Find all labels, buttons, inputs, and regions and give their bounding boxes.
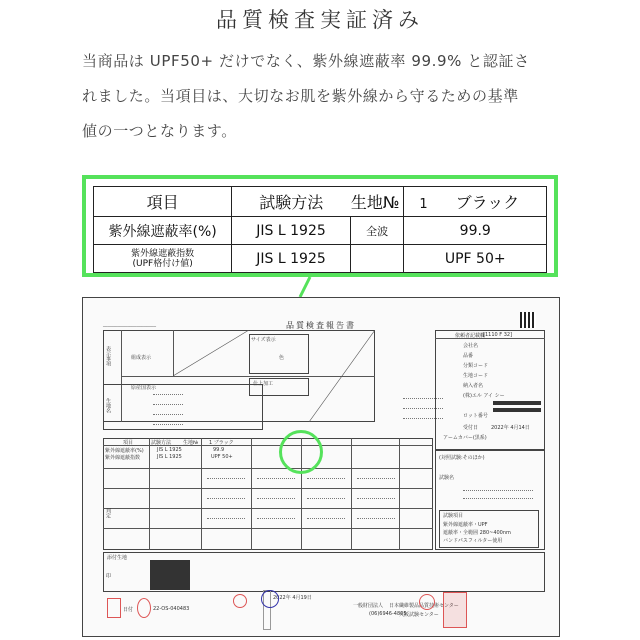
dotted-line [257, 478, 295, 479]
test-name-label: 試験名 [439, 475, 455, 481]
red-seal-icon [419, 594, 435, 610]
notes-head: 試験項目 [443, 513, 464, 519]
test-items-2: 遮蔽率・全範囲 280~400nm [443, 530, 511, 536]
qr-code-icon [520, 312, 536, 328]
dotted-line [357, 498, 395, 499]
receipt-date: 2022年 4月14日 [491, 425, 530, 431]
fabric-name-label: 生地名 [105, 398, 111, 413]
divider [351, 438, 352, 550]
org-3: 大阪試験センター [399, 612, 439, 618]
test-items-1: 紫外線遮蔽率・UPF [443, 522, 488, 528]
middle-block [103, 384, 263, 430]
grid-row2: 紫外線遮蔽指数 [105, 455, 141, 461]
company-label: 会社名 [463, 343, 479, 349]
divider [103, 468, 433, 469]
dotted-line [307, 518, 345, 519]
dotted-line [257, 518, 295, 519]
report-number: 22-OS-040483 [153, 606, 190, 612]
dotted-line [153, 424, 183, 425]
dotted-line [207, 498, 245, 499]
divider [103, 445, 433, 446]
divider [201, 438, 202, 550]
description-line: 値の一つとなります。 [82, 122, 237, 140]
row-value: UPF 50+ [404, 245, 547, 273]
dotted-line [207, 518, 245, 519]
row-item: 紫外線遮蔽率(%) [94, 217, 232, 245]
test-report-document [82, 297, 560, 637]
grid-method1: JIS L 1925 [157, 447, 182, 453]
lot-label: ロット番号 [463, 413, 488, 419]
divider [435, 338, 545, 339]
diagonal-line [173, 330, 293, 376]
grid-method2: JIS L 1925 [157, 454, 182, 460]
side-header: 依頼者記載欄 [455, 333, 486, 339]
issue-date: 2022年 4月19日 [273, 595, 312, 601]
dotted-line [153, 394, 183, 395]
grid-val2: UPF 50+ [211, 454, 233, 460]
header-method: 試験方法 [232, 187, 351, 217]
divider [103, 528, 433, 529]
dotted-line [357, 478, 395, 479]
divider [103, 508, 433, 509]
results-grid [103, 438, 433, 550]
diagonal-line [309, 330, 375, 422]
dates-label: 日付 [123, 607, 134, 613]
dotted-line [307, 498, 345, 499]
row-method: JIS L 1925 [232, 245, 351, 273]
grid-fabric-header: 生地№ [183, 440, 199, 446]
tel: (06)6946-4805 [369, 611, 407, 617]
certification-logo-icon [261, 590, 279, 608]
red-stamp-icon [233, 594, 247, 608]
origin-label: 原産国表示 [131, 385, 157, 391]
redaction-bar [493, 401, 541, 405]
dotted-line [257, 498, 295, 499]
grid-item-header: 項目 [123, 440, 134, 446]
color-label: 色 [279, 355, 285, 361]
applicant-label: (株)エル アイ シー [463, 393, 505, 399]
divider [251, 438, 252, 550]
doc-code: [1110 F 32] [483, 332, 513, 338]
model-label: 品番 [463, 353, 474, 359]
fabric-sample-image [150, 560, 190, 590]
dotted-line [357, 518, 395, 519]
dotted-line [463, 498, 533, 499]
highlight-circle-icon [279, 430, 323, 474]
sales-display-label: 表示事項 [105, 346, 111, 366]
item-name: アームカバー(黒系) [443, 435, 487, 441]
item-code-label: 分類コード [463, 363, 489, 369]
org-2: 日本繊維製品品質技術センター [389, 603, 459, 609]
red-stamp-icon [137, 598, 151, 618]
org-1: 一般財団法人 [353, 603, 384, 609]
attach-label: 添付生地 [107, 555, 128, 561]
grid-method-header: 試験方法 [151, 440, 172, 446]
producer-label: 納入者名 [463, 383, 484, 389]
description-line: れました。当項目は、大切なお肌を紫外線から守るための基準 [82, 87, 519, 105]
row-item-line2: (UPF格付け値) [132, 258, 193, 269]
header-no: 1 [419, 197, 428, 212]
dotted-line [153, 404, 183, 405]
test-items-3: バンドパスフィルター使用 [443, 538, 503, 544]
grid-val1: 99.9 [213, 447, 225, 453]
right-info-panel [435, 330, 545, 450]
size-code-label: 生地コード [463, 373, 489, 379]
dotted-line [153, 414, 183, 415]
receipt-label: 受付日 [463, 425, 479, 431]
divider [103, 488, 433, 489]
grid-row1: 紫外線遮蔽率(%) [105, 448, 144, 454]
row-range: 全波 [350, 217, 404, 245]
dotted-line [307, 478, 345, 479]
judgment-label: 判定 [105, 508, 111, 518]
dotted-line [463, 490, 533, 491]
row-method: JIS L 1925 [232, 217, 351, 245]
row-item-line1: 紫外線遮蔽指数 [131, 248, 195, 259]
seal-label: 印 [105, 573, 111, 578]
divider [399, 438, 400, 550]
dotted-line [207, 478, 245, 479]
header-item: 項目 [94, 187, 232, 217]
redaction-bar [493, 408, 541, 412]
test-opinion: (対照試験:そのほか) [439, 455, 485, 461]
header-color: ブラック [455, 193, 520, 212]
row-value: 99.9 [404, 217, 547, 245]
report-title: 品質検査報告書 [286, 321, 356, 330]
description-line: 当商品は UPF50+ だけでなく、紫外線遮蔽率 99.9% と認証さ [82, 52, 530, 70]
red-seal-icon [443, 592, 467, 628]
finish-label: 仕上加工 [253, 381, 274, 387]
report-header-note: ────────────────────── [103, 324, 156, 329]
page-title: 品質検査実証済み [216, 8, 424, 32]
red-stamp-icon [107, 598, 121, 618]
grid-col1: 1 ブラック [209, 440, 234, 446]
size-label: サイズ表示 [251, 337, 276, 343]
header-fabric: 生地№ [350, 187, 404, 217]
divider [149, 438, 150, 550]
composition-label: 組成表示 [131, 355, 152, 361]
